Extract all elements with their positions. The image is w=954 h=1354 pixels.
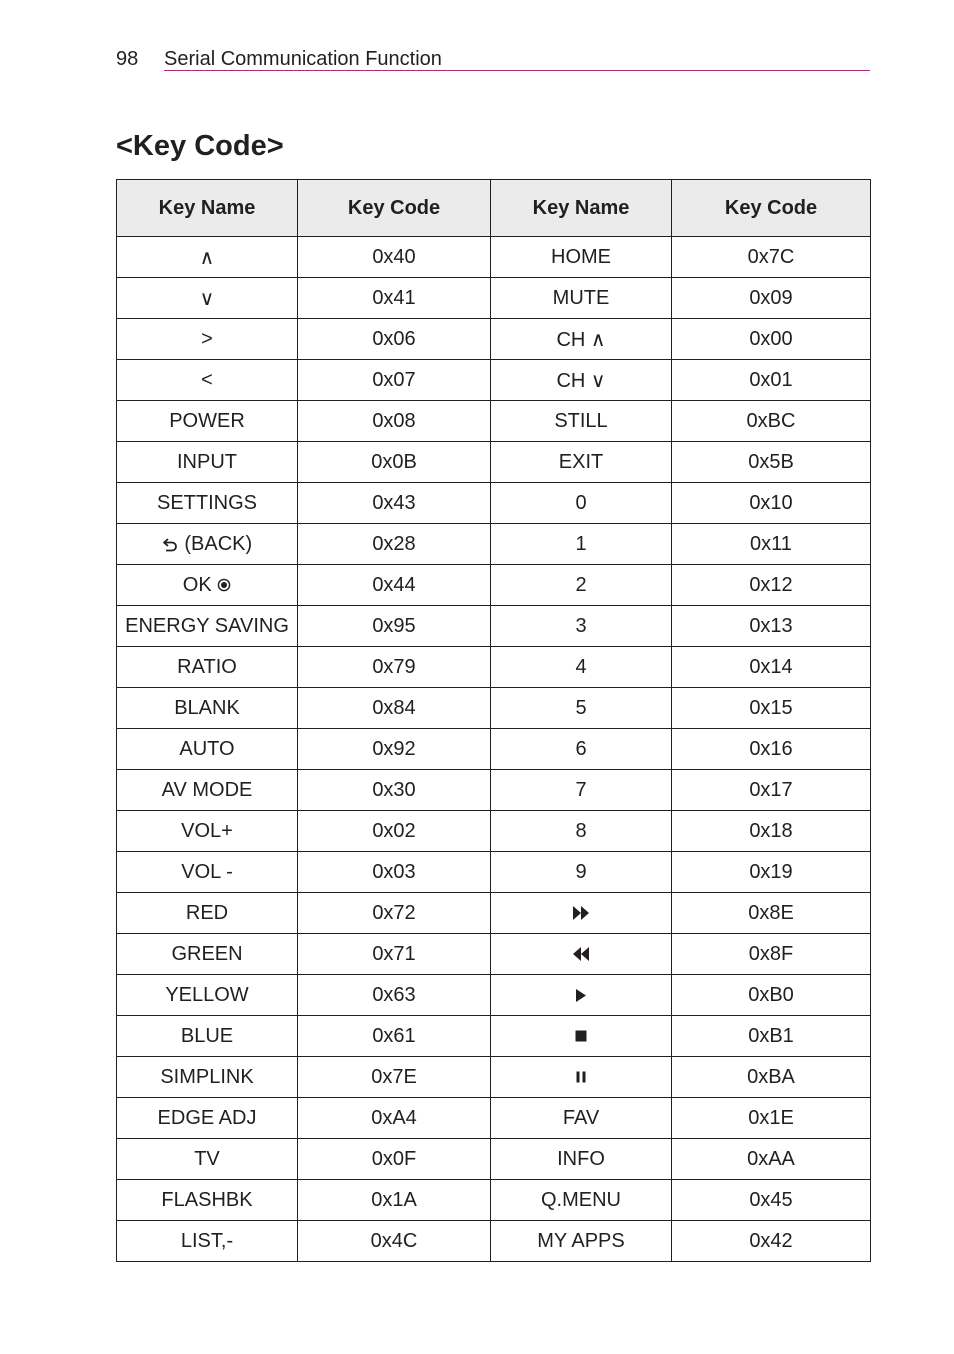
pause-icon <box>576 1071 586 1083</box>
table-row <box>117 1098 871 1139</box>
key-name-cell: FAV <box>491 1098 672 1139</box>
key-code-cell: 0x10 <box>672 483 871 524</box>
fast-forward-icon <box>572 905 590 921</box>
key-code-cell: 0x92 <box>298 729 491 770</box>
key-name-cell: FLASHBK <box>117 1180 298 1221</box>
key-name-cell: SETTINGS <box>117 483 298 524</box>
key-name-cell: INFO <box>491 1139 672 1180</box>
key-name-cell: > <box>117 319 298 360</box>
key-code-cell: 0x18 <box>672 811 871 852</box>
key-name-cell: ENERGY SAVING <box>117 606 298 647</box>
key-code-cell: 0x09 <box>672 278 871 319</box>
column-header-key-code: Key Code <box>672 180 871 237</box>
key-name-cell <box>491 1057 672 1098</box>
key-code-cell: 0x08 <box>298 401 491 442</box>
key-name-cell: MUTE <box>491 278 672 319</box>
key-code-cell: 0x8E <box>672 893 871 934</box>
key-name-cell: CH ∨ <box>491 360 672 401</box>
table-row <box>117 811 871 852</box>
table-row <box>117 524 871 565</box>
key-code-cell: 0x17 <box>672 770 871 811</box>
key-code-cell: 0x43 <box>298 483 491 524</box>
table-row <box>117 688 871 729</box>
key-name-cell <box>491 975 672 1016</box>
key-name-cell: YELLOW <box>117 975 298 1016</box>
table-row <box>117 647 871 688</box>
key-name-cell: BLUE <box>117 1016 298 1057</box>
table-row <box>117 1221 871 1262</box>
key-code-cell: 0x71 <box>298 934 491 975</box>
key-name-cell: 4 <box>491 647 672 688</box>
key-name-cell: GREEN <box>117 934 298 975</box>
header-rule <box>164 70 870 71</box>
key-code-cell: 0xAA <box>672 1139 871 1180</box>
key-name-label: OK <box>182 573 212 596</box>
key-code-cell: 0x4C <box>298 1221 491 1262</box>
table-row <box>117 278 871 319</box>
key-name-cell: MY APPS <box>491 1221 672 1262</box>
key-code-cell: 0x02 <box>298 811 491 852</box>
key-code-cell: 0xB1 <box>672 1016 871 1057</box>
key-name-cell: CH ∧ <box>491 319 672 360</box>
key-name-cell: RED <box>117 893 298 934</box>
key-name-cell: AUTO <box>117 729 298 770</box>
key-name-cell: ∨ <box>117 278 298 319</box>
table-row <box>117 483 871 524</box>
key-code-cell: 0xB0 <box>672 975 871 1016</box>
key-code-cell: 0x8F <box>672 934 871 975</box>
key-name-label: (BACK) <box>184 532 253 555</box>
key-name-cell: VOL - <box>117 852 298 893</box>
key-code-cell: 0x13 <box>672 606 871 647</box>
table-row <box>117 237 871 278</box>
back-arrow-icon <box>162 536 179 553</box>
key-code-cell: 0x5B <box>672 442 871 483</box>
key-name-cell: VOL+ <box>117 811 298 852</box>
key-code-cell: 0x0B <box>298 442 491 483</box>
key-name-cell <box>117 565 298 606</box>
key-name-cell: TV <box>117 1139 298 1180</box>
key-code-cell: 0x1E <box>672 1098 871 1139</box>
key-code-cell: 0x14 <box>672 647 871 688</box>
stop-icon <box>575 1030 587 1042</box>
key-code-cell: 0x7E <box>298 1057 491 1098</box>
rewind-icon <box>572 946 590 962</box>
running-header: Serial Communication Function <box>164 48 442 70</box>
table-row <box>117 606 871 647</box>
key-code-cell: 0x72 <box>298 893 491 934</box>
key-name-cell: 7 <box>491 770 672 811</box>
key-name-cell: RATIO <box>117 647 298 688</box>
key-name-cell <box>491 893 672 934</box>
key-name-cell: EXIT <box>491 442 672 483</box>
key-code-table <box>116 179 871 1262</box>
key-name-cell: STILL <box>491 401 672 442</box>
key-name-cell: 5 <box>491 688 672 729</box>
key-code-cell: 0x16 <box>672 729 871 770</box>
key-code-cell: 0xBC <box>672 401 871 442</box>
key-name-cell: 0 <box>491 483 672 524</box>
key-name-cell: 8 <box>491 811 672 852</box>
table-row <box>117 1016 871 1057</box>
key-name-cell: HOME <box>491 237 672 278</box>
key-code-cell: 0x06 <box>298 319 491 360</box>
table-row <box>117 319 871 360</box>
table-row <box>117 442 871 483</box>
key-code-cell: 0x40 <box>298 237 491 278</box>
table-header-row <box>117 180 871 237</box>
key-code-cell: 0x01 <box>672 360 871 401</box>
key-code-cell: 0x63 <box>298 975 491 1016</box>
key-name-cell: BLANK <box>117 688 298 729</box>
key-code-cell: 0x95 <box>298 606 491 647</box>
key-name-cell: 9 <box>491 852 672 893</box>
key-code-cell: 0xA4 <box>298 1098 491 1139</box>
key-name-cell: Q.MENU <box>491 1180 672 1221</box>
key-name-cell: SIMPLINK <box>117 1057 298 1098</box>
key-name-cell: POWER <box>117 401 298 442</box>
key-code-cell: 0x84 <box>298 688 491 729</box>
table-row <box>117 1139 871 1180</box>
key-code-cell: 0x41 <box>298 278 491 319</box>
key-code-cell: 0x11 <box>672 524 871 565</box>
key-code-cell: 0x19 <box>672 852 871 893</box>
table-row <box>117 565 871 606</box>
column-header-key-name: Key Name <box>491 180 672 237</box>
key-name-cell: AV MODE <box>117 770 298 811</box>
key-code-cell: 0x61 <box>298 1016 491 1057</box>
key-code-cell: 0x44 <box>298 565 491 606</box>
key-name-cell: EDGE ADJ <box>117 1098 298 1139</box>
key-code-cell: 0x12 <box>672 565 871 606</box>
table-row <box>117 360 871 401</box>
key-name-cell <box>117 524 298 565</box>
key-name-cell: LIST,- <box>117 1221 298 1262</box>
key-code-cell: 0x07 <box>298 360 491 401</box>
table-row <box>117 893 871 934</box>
table-row <box>117 729 871 770</box>
table-row <box>117 1057 871 1098</box>
key-code-cell: 0x30 <box>298 770 491 811</box>
key-code-cell: 0x15 <box>672 688 871 729</box>
key-name-cell <box>491 934 672 975</box>
column-header-key-code: Key Code <box>298 180 491 237</box>
table-row <box>117 401 871 442</box>
key-name-cell: ∧ <box>117 237 298 278</box>
key-name-cell: < <box>117 360 298 401</box>
column-header-key-name: Key Name <box>117 180 298 237</box>
key-code-cell: 0x1A <box>298 1180 491 1221</box>
key-name-cell: 6 <box>491 729 672 770</box>
key-code-cell: 0x42 <box>672 1221 871 1262</box>
table-row <box>117 934 871 975</box>
table-row <box>117 1180 871 1221</box>
key-code-cell: 0x0F <box>298 1139 491 1180</box>
table-body <box>117 237 871 1262</box>
key-name-cell: INPUT <box>117 442 298 483</box>
key-code-cell: 0x03 <box>298 852 491 893</box>
key-name-cell <box>491 1016 672 1057</box>
key-name-cell: 1 <box>491 524 672 565</box>
key-code-cell: 0x00 <box>672 319 871 360</box>
page-number: 98 <box>116 48 139 70</box>
key-code-cell: 0x45 <box>672 1180 871 1221</box>
play-icon <box>575 988 587 1003</box>
section-title: <Key Code> <box>116 130 284 162</box>
key-name-cell: 2 <box>491 565 672 606</box>
key-name-cell: 3 <box>491 606 672 647</box>
table-row <box>117 975 871 1016</box>
key-code-cell: 0x79 <box>298 647 491 688</box>
table-row <box>117 770 871 811</box>
key-code-cell: 0xBA <box>672 1057 871 1098</box>
table-row <box>117 852 871 893</box>
key-code-cell: 0x28 <box>298 524 491 565</box>
ok-circle-icon <box>217 578 231 592</box>
key-code-cell: 0x7C <box>672 237 871 278</box>
